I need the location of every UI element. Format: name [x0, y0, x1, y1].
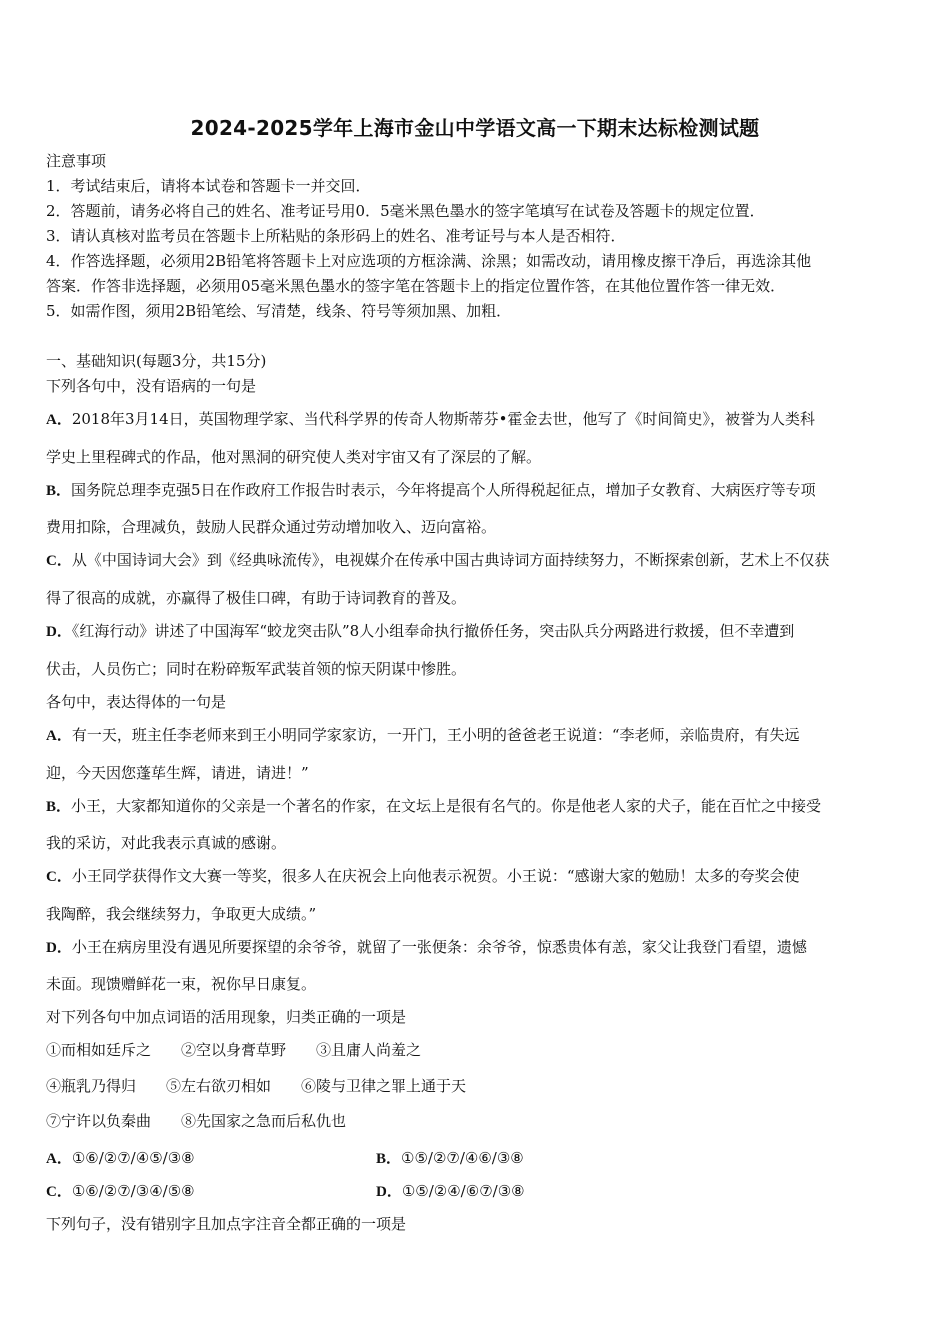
option-text: 有一天，班主任李老师来到王小明同学家家访，一开门，王小明的爸爸老王说道：“李老师，亲临贵府，有失远 — [71, 726, 800, 744]
q2-option-d-cont: 未面。现馈赠鲜花一束，祝你早日康复。 — [46, 975, 317, 993]
q1-option-d — [46, 621, 794, 642]
option-text: ①⑤/②⑦/④⑥/③⑧ — [401, 1149, 524, 1167]
notice-heading: 注意事项 — [46, 152, 107, 170]
q2-option-b-cont: 我的采访，对此我表示真诚的感谢。 — [46, 834, 287, 852]
section-heading: 一、基础知识(每题3分，共15分) — [46, 352, 267, 370]
q1-option-b-cont: 费用扣除，合理减负，鼓励人民群众通过劳动增加收入、迈向富裕。 — [46, 518, 497, 536]
option-label: D． — [376, 1184, 402, 1200]
q2-stem: 各句中，表达得体的一句是 — [46, 693, 227, 711]
q1-option-a — [46, 409, 815, 430]
q3-items-row-1: ①而相如廷斥之 ②空以身膏草野 ③且庸人尚羞之 — [46, 1041, 422, 1059]
option-label: D． — [46, 624, 72, 640]
option-label: D． — [46, 940, 72, 956]
option-label: B． — [46, 483, 72, 499]
q2-option-c-cont: 我陶醉，我会继续努力，争取更大成绩。” — [46, 905, 317, 923]
q3-stem: 对下列各句中加点词语的活用现象，归类正确的一项是 — [46, 1008, 407, 1026]
notice-item-2: 2．答题前，请务必将自己的姓名、准考证号用0．5毫米黑色墨水的签字笔填写在试卷及答题卡的规定位置． — [46, 202, 765, 220]
option-text: 小王，大家都知道你的父亲是一个著名的作家，在文坛上是很有名气的。你是他老人家的犬子，能在百忙之中接受 — [71, 797, 822, 815]
option-label: B． — [376, 1151, 402, 1167]
q2-option-d — [46, 937, 807, 958]
q2-option-c — [46, 866, 800, 887]
q4-stem: 下列句子，没有错别字且加点字注音全都正确的一项是 — [46, 1215, 407, 1233]
q3-option-c — [46, 1181, 195, 1202]
option-label: A． — [46, 728, 72, 744]
q2-option-b — [46, 796, 821, 817]
q1-stem: 下列各句中，没有语病的一句是 — [46, 377, 257, 395]
option-label: C． — [46, 553, 72, 569]
q1-option-c-cont: 得了很高的成就，亦赢得了极佳口碑，有助于诗词教育的普及。 — [46, 589, 467, 607]
q1-option-d-cont: 伏击，人员伤亡；同时在粉碎叛军武装首领的惊天阴谋中惨胜。 — [46, 660, 467, 678]
notice-item-1: 1．考试结束后，请将本试卷和答题卡一并交回． — [46, 177, 371, 195]
q1-option-a-cont: 学史上里程碑式的作品，他对黑洞的研究使人类对宇宙又有了深层的了解。 — [46, 448, 542, 466]
option-text: 小王同学获得作文大赛一等奖，很多人在庆祝会上向他表示祝贺。小王说：“感谢大家的勉励！太多的夸奖会使 — [71, 867, 800, 885]
option-label: C． — [46, 1184, 72, 1200]
q1-option-c — [46, 550, 829, 571]
option-text: 《红海行动》讲述了中国海军“蛟龙突击队”8人小组奉命执行撤侨任务，突击队兵分两路进行救援，但不幸遭到 — [71, 622, 795, 640]
option-label: B． — [46, 799, 72, 815]
q3-option-a — [46, 1148, 195, 1169]
option-text: ①⑥/②⑦/④⑤/③⑧ — [71, 1149, 195, 1167]
notice-item-5: 5．如需作图，须用2B铅笔绘、写清楚，线条、符号等须加黑、加粗． — [46, 302, 512, 320]
option-label: C． — [46, 869, 72, 885]
notice-item-4-cont: 答案．作答非选择题，必须用05毫米黑色墨水的签字笔在答题卡上的指定位置作答，在其他位置作答一律无效． — [46, 277, 786, 295]
option-text: ①⑥/②⑦/③④/⑤⑧ — [71, 1182, 195, 1200]
q3-option-b — [376, 1148, 524, 1169]
option-text: 2018年3月14日，英国物理学家、当代科学界的传奇人物斯蒂芬•霍金去世，他写了《时间简史》，被誉为人类科 — [71, 410, 816, 428]
option-text: 从《中国诗词大会》到《经典咏流传》，电视媒介在传承中国古典诗词方面持续努力，不断探索创新，艺术上不仅获 — [71, 551, 830, 569]
q2-option-a — [46, 725, 800, 746]
q1-option-b — [46, 480, 816, 501]
q3-option-d — [376, 1181, 525, 1202]
q3-items-row-3: ⑦宁许以负秦曲 ⑧先国家之急而后私仇也 — [46, 1112, 347, 1130]
page-title: 2024-2025学年上海市金山中学语文高一下期末达标检测试题 — [190, 116, 760, 140]
option-label: A． — [46, 412, 72, 428]
q3-items-row-2: ④瓶乳乃得归 ⑤左右欲刃相如 ⑥陵与卫律之罪上通于天 — [46, 1077, 467, 1095]
option-label: A． — [46, 1151, 72, 1167]
option-text: 小王在病房里没有遇见所要探望的余爷爷，就留了一张便条：余爷爷，惊悉贵体有恙，家父让我登门看望，遗憾 — [71, 938, 807, 956]
q2-option-a-cont: 迎，今天因您蓬荜生辉，请进，请进！” — [46, 764, 309, 782]
notice-item-4: 4．作答选择题，必须用2B铅笔将答题卡上对应选项的方框涂满、涂黑；如需改动，请用橡皮擦干净后，再选涂其他 — [46, 252, 812, 270]
option-text: ①⑤/②④/⑥⑦/③⑧ — [401, 1182, 525, 1200]
option-text: 国务院总理李克强5日在作政府工作报告时表示，今年将提高个人所得税起征点，增加子女教育、大病医疗等专项 — [71, 481, 816, 499]
notice-item-3: 3．请认真核对监考员在答题卡上所粘贴的条形码上的姓名、准考证号与本人是否相符． — [46, 227, 626, 245]
